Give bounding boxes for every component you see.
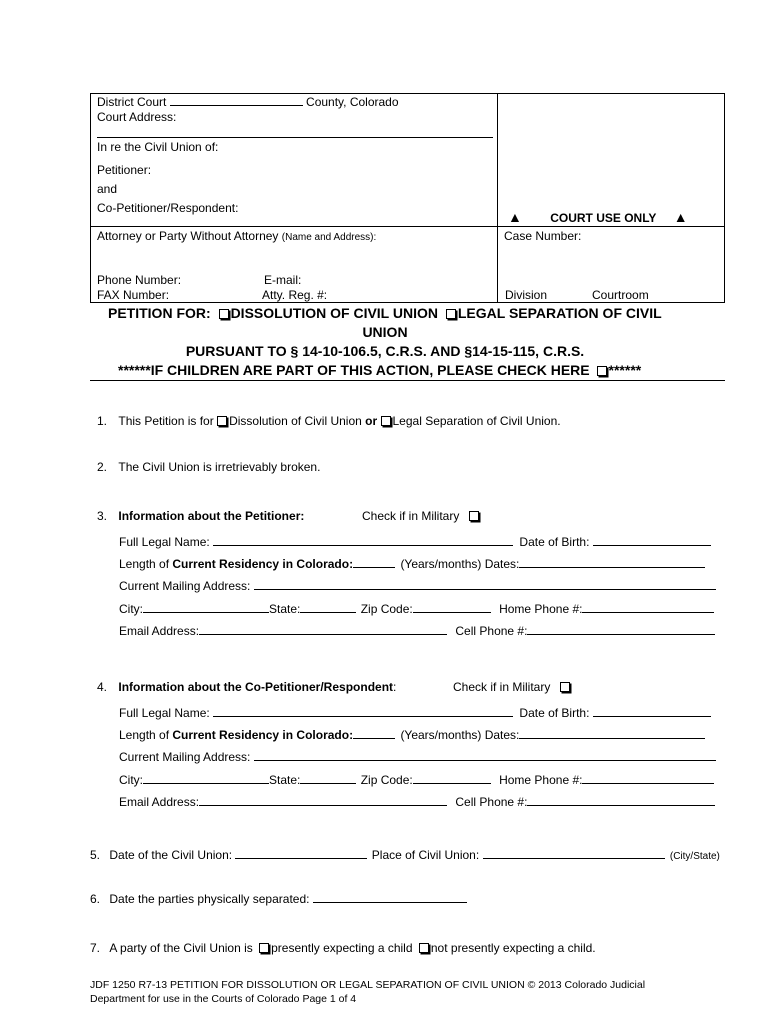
mailing-label: Current Mailing Address: [119, 579, 251, 593]
dissolution-option: DISSOLUTION OF CIVIL UNION [230, 305, 438, 321]
separation-date-label: Date the parties physically separated: [109, 892, 310, 906]
legal-separation-option: LEGAL SEPARATION OF CIVIL [457, 305, 662, 321]
phone-label: Phone Number: [97, 273, 182, 287]
state-label: State: [269, 602, 301, 616]
co-petitioner-info-heading: Information about the Co-Petitioner/Respondent [118, 680, 394, 694]
in-re-label: In re the Civil Union of: [97, 140, 219, 154]
zip-field[interactable] [413, 773, 491, 784]
division-label: Division [505, 288, 548, 302]
email-label: E-mail: [264, 273, 302, 287]
home-phone-label: Home Phone #: [499, 773, 583, 787]
cell-phone-label: Cell Phone #: [455, 795, 528, 809]
military-checkbox[interactable] [560, 682, 570, 692]
dob-field[interactable] [593, 706, 711, 717]
not-expecting-checkbox[interactable] [419, 943, 429, 953]
residency-dates-field[interactable] [519, 557, 705, 568]
city-field[interactable] [143, 602, 269, 613]
attorney-label: Attorney or Party Without Attorney [97, 229, 279, 243]
mailing-row [119, 750, 716, 764]
email-row [119, 624, 715, 638]
full-name-label: Full Legal Name: [119, 706, 210, 720]
state-label: State: [269, 773, 301, 787]
title-line-1 [108, 305, 662, 321]
full-name-field[interactable] [213, 706, 513, 717]
dissolution-option: Dissolution of Civil Union [229, 414, 362, 428]
children-check-label: ******IF CHILDREN ARE PART OF THIS ACTION, PLEASE CHECK HERE [118, 362, 590, 378]
item-number: 4. [97, 680, 108, 694]
city-row [119, 773, 714, 787]
petitioner-info-heading: Information about the Petitioner: [118, 509, 305, 523]
residency-label: Current Residency in Colorado: [172, 728, 354, 742]
item-6 [90, 892, 467, 906]
zip-label: Zip Code: [360, 602, 413, 616]
item-1-text: This Petition is for [118, 414, 214, 428]
residency-label: Current Residency in Colorado: [172, 557, 354, 571]
email-field[interactable] [199, 795, 447, 806]
civil-union-date-label: Date of the Civil Union: [109, 848, 233, 862]
zip-field[interactable] [413, 602, 491, 613]
email-row [119, 795, 715, 809]
not-expecting-option: not presently expecting a child. [430, 941, 596, 955]
home-phone-field[interactable] [582, 602, 714, 613]
email-label: Email Address: [119, 795, 200, 809]
courtroom-label: Courtroom [592, 288, 649, 302]
item-7 [90, 941, 596, 955]
title-underline [90, 380, 725, 381]
atty-reg-label: Atty. Reg. #: [262, 288, 328, 302]
state-field[interactable] [300, 773, 356, 784]
footer-line-2: Department for use in the Courts of Colorado Page 1 of 4 [90, 993, 357, 1005]
children-check-line [118, 362, 641, 378]
item-2-text: The Civil Union is irretrievably broken. [118, 460, 321, 474]
home-phone-label: Home Phone #: [499, 602, 583, 616]
item-number: 1. [97, 414, 108, 428]
city-label: City: [119, 602, 143, 616]
mailing-row [119, 579, 716, 593]
full-name-row [119, 706, 711, 720]
city-label: City: [119, 773, 143, 787]
footer-line-1: JDF 1250 R7-13 PETITION FOR DISSOLUTION OR LEGAL SEPARATION OF CIVIL UNION © 2013 Colorado Judicial [90, 979, 646, 991]
item-number: 5. [90, 848, 101, 862]
years-months-label: (Years/months) Dates: [400, 557, 520, 571]
home-phone-field[interactable] [582, 773, 714, 784]
title-statute: PURSUANT TO § 14-10-106.5, C.R.S. AND §14-15-115, C.R.S. [185, 343, 585, 359]
district-court-label: District Court [97, 95, 167, 109]
item-4-heading-row [97, 680, 396, 694]
military-check-row [453, 680, 572, 694]
item-2 [97, 460, 320, 474]
dob-field[interactable] [593, 535, 711, 546]
district-court-field[interactable] [170, 95, 303, 106]
mailing-field[interactable] [254, 750, 716, 761]
district-court-line [97, 95, 399, 109]
and-label: and [97, 182, 118, 196]
length-label: Length of [119, 728, 170, 742]
attorney-line [97, 229, 376, 243]
expecting-option: presently expecting a child [271, 941, 413, 955]
mailing-label: Current Mailing Address: [119, 750, 251, 764]
co-petitioner-label: Co-Petitioner/Respondent: [97, 201, 239, 215]
separation-date-field[interactable] [313, 892, 467, 903]
state-field[interactable] [300, 602, 356, 613]
dob-label: Date of Birth: [519, 535, 590, 549]
petitioner-label: Petitioner: [97, 163, 152, 177]
legal-separation-checkbox[interactable] [381, 416, 391, 426]
city-state-note: (City/State) [669, 851, 720, 862]
dissolution-checkbox[interactable] [217, 416, 227, 426]
county-label: County, Colorado [306, 95, 399, 109]
civil-union-place-label: Place of Civil Union: [371, 848, 480, 862]
zip-label: Zip Code: [360, 773, 413, 787]
cell-phone-field[interactable] [527, 624, 715, 635]
full-name-row [119, 535, 711, 549]
title-line-2: UNION [362, 324, 408, 340]
item-number: 2. [97, 460, 108, 474]
fax-label: FAX Number: [97, 288, 170, 302]
expecting-label: A party of the Civil Union is [109, 941, 253, 955]
civil-union-place-field[interactable] [483, 848, 665, 859]
item-number: 3. [97, 509, 108, 523]
full-name-label: Full Legal Name: [119, 535, 210, 549]
item-number: 6. [90, 892, 101, 906]
children-check-suffix: ****** [608, 362, 642, 378]
legal-separation-checkbox[interactable] [446, 309, 456, 319]
dissolution-checkbox[interactable] [219, 309, 229, 319]
residency-row [119, 557, 705, 571]
item-3-heading-row [97, 509, 304, 523]
residency-dates-field[interactable] [519, 728, 705, 739]
email-label: Email Address: [119, 624, 200, 638]
civil-union-date-field[interactable] [235, 848, 367, 859]
court-address-field[interactable] [97, 124, 493, 138]
military-label: Check if in Military [362, 509, 460, 523]
expecting-checkbox[interactable] [259, 943, 269, 953]
email-field[interactable] [199, 624, 447, 635]
residency-row [119, 728, 705, 742]
residency-length-field[interactable] [353, 728, 395, 739]
years-months-label: (Years/months) Dates: [400, 728, 520, 742]
case-number-label: Case Number: [504, 229, 582, 243]
item-5 [90, 848, 720, 862]
heading-colon: : [393, 680, 397, 694]
court-use-only-row [508, 209, 688, 225]
court-use-only-label: COURT USE ONLY [550, 211, 657, 225]
military-checkbox[interactable] [469, 511, 479, 521]
military-label: Check if in Military [453, 680, 551, 694]
cell-phone-field[interactable] [527, 795, 715, 806]
length-label: Length of [119, 557, 170, 571]
legal-separation-option: Legal Separation of Civil Union. [392, 414, 561, 428]
cell-phone-label: Cell Phone #: [455, 624, 528, 638]
court-address-label: Court Address: [97, 110, 177, 124]
children-checkbox[interactable] [597, 366, 607, 376]
petition-for-label: PETITION FOR: [108, 305, 211, 321]
city-row [119, 602, 714, 616]
residency-length-field[interactable] [353, 557, 395, 568]
dob-label: Date of Birth: [519, 706, 590, 720]
attorney-note: (Name and Address): [281, 232, 377, 243]
or-label: or [365, 414, 378, 428]
item-number: 7. [90, 941, 101, 955]
triangle-up-icon: ▲ [508, 209, 522, 225]
mailing-field[interactable] [254, 579, 716, 590]
military-check-row [362, 509, 481, 523]
triangle-up-icon: ▲ [673, 209, 688, 225]
full-name-field[interactable] [213, 535, 513, 546]
item-1 [97, 414, 561, 428]
city-field[interactable] [143, 773, 269, 784]
